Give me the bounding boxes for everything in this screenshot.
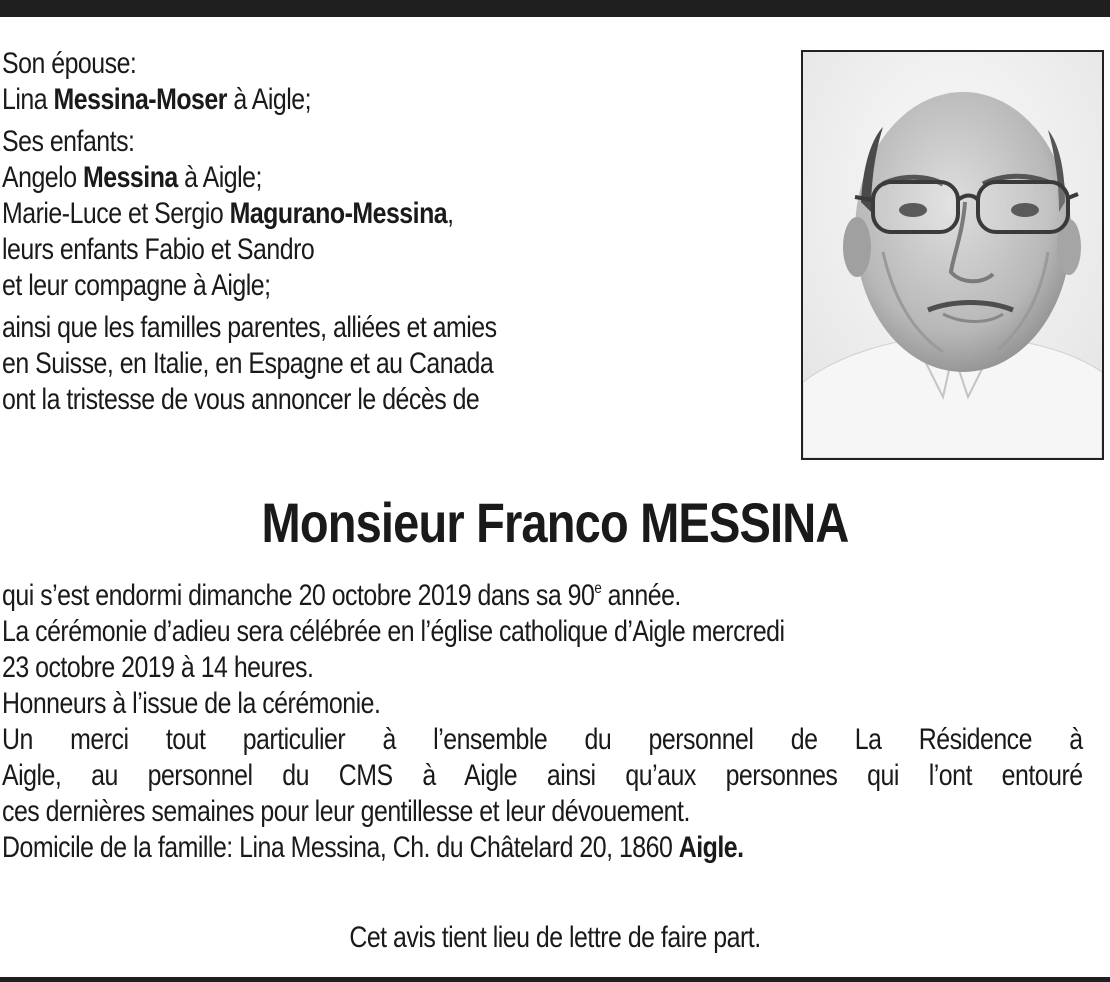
grandchildren-partner-line: et leur compagne à Aigle; xyxy=(2,269,271,302)
spouse-last-name: Messina-Moser xyxy=(53,83,227,116)
domicile-address: Domicile de la famille: Lina Messina, Ch. du Châtelard 20, 1860 xyxy=(2,831,679,864)
spouse-first-name: Lina xyxy=(2,83,54,116)
spouse-heading: Son épouse: xyxy=(2,47,137,80)
child2-punct: , xyxy=(447,197,454,230)
children-heading: Ses enfants: xyxy=(2,125,135,158)
child-line-2 xyxy=(2,196,497,232)
announce-line: ont la tristesse de vous annoncer le décès de xyxy=(2,383,480,416)
bottom-rule xyxy=(0,977,1110,982)
family-block xyxy=(2,46,497,418)
honours-line: Honneurs à l’issue de la cérémonie. xyxy=(2,687,381,720)
death-text: qui s’est endormi dimanche 20 octobre 2019 dans sa 90 xyxy=(2,579,595,612)
spouse-line xyxy=(2,82,497,118)
child1-last-name: Messina xyxy=(82,161,178,194)
relatives-line-2: en Suisse, en Italie, en Espagne et au Canada xyxy=(2,347,494,380)
ceremony-line-1: La cérémonie d’adieu sera célébrée en l’église catholique d’Aigle mercredi xyxy=(2,615,785,648)
domicile-city: Aigle. xyxy=(678,831,744,864)
death-text-end: année. xyxy=(601,579,681,612)
portrait-photo xyxy=(801,50,1104,460)
child2-last-name: Magurano-Messina xyxy=(229,197,448,230)
child-line-1 xyxy=(2,160,497,196)
thanks-line-3: ces dernières semaines pour leur gentillesse et leur dévouement. xyxy=(2,795,690,828)
ordinal-superscript: e xyxy=(594,580,602,597)
thanks-line-1: Un merci tout particulier à l’ensemble du personnel de La Résidence à xyxy=(2,723,1083,756)
death-line xyxy=(2,578,1083,614)
relatives-line-1: ainsi que les familles parentes, alliées et amies xyxy=(2,311,497,344)
child1-place: à Aigle; xyxy=(177,161,262,194)
child1-first-name: Angelo xyxy=(2,161,83,194)
details-block xyxy=(2,578,1083,866)
spouse-place: à Aigle; xyxy=(226,83,312,116)
child2-first-names: Marie-Luce et Sergio xyxy=(2,197,230,230)
domicile-line xyxy=(2,830,1083,866)
portrait-photo-icon xyxy=(803,52,1102,458)
grandchildren-line: leurs enfants Fabio et Sandro xyxy=(2,233,315,266)
thanks-line-2: Aigle, au personnel du CMS à Aigle ainsi qu’aux personnes qui l’ont entouré xyxy=(2,759,1083,792)
top-rule xyxy=(0,0,1110,17)
footer-note: Cet avis tient lieu de lettre de faire part. xyxy=(349,921,761,954)
ceremony-line-2: 23 octobre 2019 à 14 heures. xyxy=(2,651,314,684)
deceased-name: Monsieur Franco MESSINA xyxy=(261,491,849,554)
